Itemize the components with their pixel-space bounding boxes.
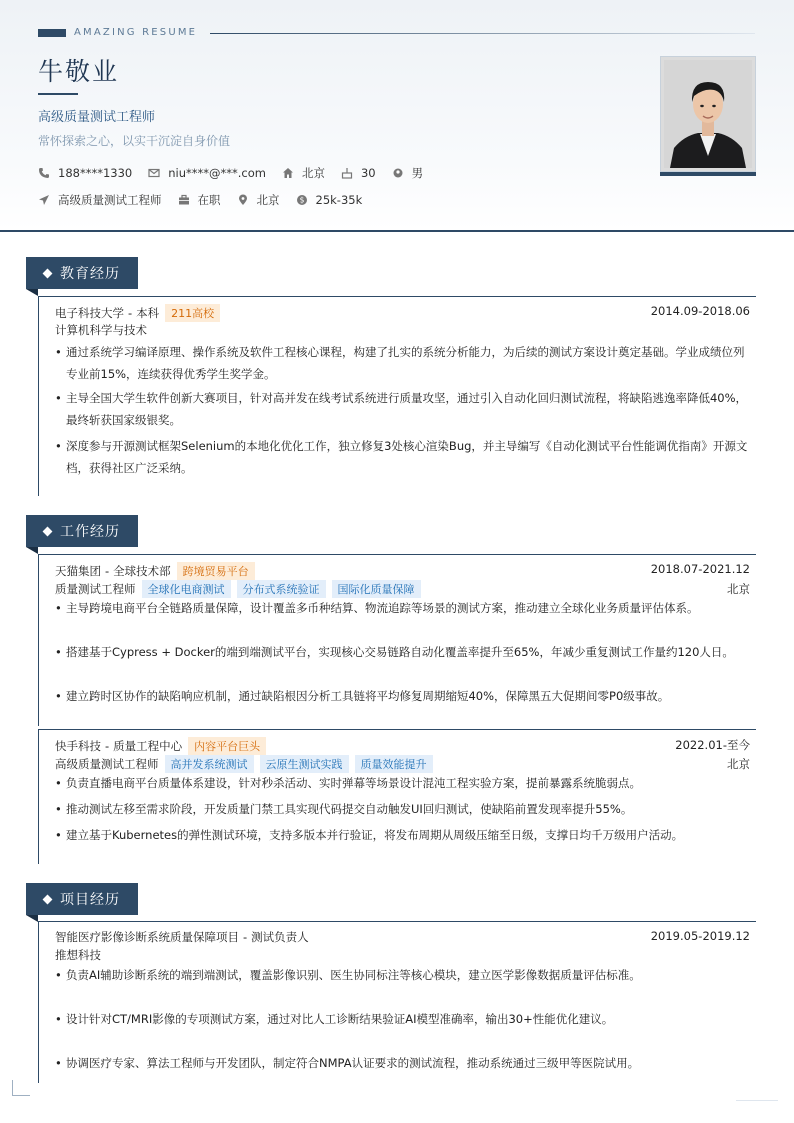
major: 计算机科学与技术	[55, 323, 147, 337]
page-corner-line	[736, 1100, 778, 1101]
project-entry	[38, 921, 756, 1083]
work-title-line	[55, 737, 266, 755]
separator: -	[128, 306, 133, 320]
list-item: • 主导跨境电商平台全链路质量保障，设计覆盖多币种结算、物流追踪等场景的测试方案，推动建立全球化业务质量评估体系。	[55, 597, 749, 619]
cake-icon	[341, 167, 353, 179]
department: 全球技术部	[113, 564, 171, 578]
school-tag: 211高校	[165, 304, 220, 322]
diamond-icon	[43, 526, 53, 536]
work-location: 北京	[727, 757, 750, 771]
work-title-line	[55, 562, 255, 580]
salary-icon	[296, 194, 308, 206]
list-item: • 深度参与开源测试框架Selenium的本地化优化工作，独立修复3处核心渲染Bug，并主导编写《自动化测试平台性能调优指南》开源文档，获得社区广泛采纳。	[55, 435, 749, 479]
name-underline	[38, 93, 78, 95]
tagline-divider	[210, 33, 755, 34]
project-date: 2019.05-2019.12	[650, 929, 750, 943]
job-status-text: 在职	[197, 193, 221, 207]
salary-text: 25k-35k	[315, 193, 363, 207]
company-name: 快手科技	[55, 739, 101, 753]
section-title: 项目经历	[60, 892, 120, 908]
skill-tag: 国际化质量保障	[332, 580, 421, 598]
job-role: 质量测试工程师	[55, 582, 136, 596]
section-title: 教育经历	[60, 266, 120, 282]
department: 质量工程中心	[113, 739, 183, 753]
section-header-education	[26, 257, 138, 289]
project-name: 智能医疗影像诊断系统质量保障项目	[55, 930, 239, 944]
age-text: 30	[360, 166, 376, 180]
svg-text:$: $	[299, 195, 304, 205]
list-item: • 负责AI辅助诊断系统的端到端测试，覆盖影像识别、医生协同标注等核心模块，建立医学影像数据质量评估标准。	[55, 964, 749, 986]
phone-icon	[38, 167, 50, 179]
gender-item	[392, 165, 424, 181]
work-location: 北京	[727, 582, 750, 596]
list-item: • 主导全国大学生软件创新大赛项目，针对高并发在线考试系统进行质量攻坚，通过引入自动化回归测试流程，将缺陷逃逸率降低40%，最终斩获国家级银奖。	[55, 387, 749, 431]
job-role: 高级质量测试工程师	[55, 757, 159, 771]
location-pin-icon	[237, 194, 249, 206]
project-title-line	[55, 929, 309, 945]
target-position-item	[38, 192, 162, 208]
target-city-text: 北京	[256, 193, 280, 207]
avatar	[664, 60, 752, 168]
phone-item	[38, 166, 132, 180]
skill-tag: 全球化电商测试	[142, 580, 231, 598]
work-date: 2022.01-至今	[675, 738, 750, 752]
work-entry	[38, 729, 756, 864]
target-position-text: 高级质量测试工程师	[58, 193, 162, 207]
age-item	[341, 166, 376, 180]
company-tag: 内容平台巨头	[188, 737, 266, 755]
list-item: • 协调医疗专家、算法工程师与开发团队，制定符合NMPA认证要求的测试流程，推动系统通过三级甲等医院试用。	[55, 1052, 749, 1074]
portrait-image	[664, 60, 752, 168]
project-role: 测试负责人	[251, 930, 309, 944]
education-entry	[38, 296, 756, 496]
diamond-icon	[43, 894, 53, 904]
skill-tag: 质量效能提升	[355, 755, 433, 773]
contact-info-row	[38, 165, 439, 181]
section-title: 工作经历	[60, 524, 120, 540]
list-item: • 搭建基于Cypress + Docker的端到端测试平台，实现核心交易链路自动化覆盖率提升至65%，年减少重复测试工作量约120人日。	[55, 641, 749, 663]
skill-tag: 云原生测试实践	[260, 755, 349, 773]
work-date: 2018.07-2021.12	[650, 562, 750, 576]
job-intent-row	[38, 192, 378, 208]
company-name: 天猫集团	[55, 564, 101, 578]
project-company: 推想科技	[55, 948, 101, 962]
email-item	[148, 166, 266, 180]
briefcase-icon	[178, 194, 190, 206]
list-item: • 建立基于Kubernetes的弹性测试环境，支持多版本并行验证，将发布周期从周级压缩至日级，支撑日均千万级用户活动。	[55, 824, 749, 846]
email-text: niu****@***.com	[168, 166, 266, 180]
separator: -	[105, 739, 110, 753]
list-item: • 负责直播电商平台质量体系建设，针对秒杀活动、实时弹幕等场景设计混沌工程实验方案，提前暴露系统脆弱点。	[55, 772, 749, 794]
section-header-work	[26, 515, 138, 547]
gender-text: 男	[411, 166, 424, 180]
hometown-item	[282, 165, 325, 181]
education-date: 2014.09-2018.06	[650, 304, 750, 318]
gender-icon	[392, 167, 404, 179]
company-tag: 跨境贸易平台	[177, 562, 255, 580]
work-entry	[38, 554, 756, 726]
work-role-line	[55, 580, 421, 598]
candidate-motto: 常怀探索之心，以实干沉淀自身价值	[38, 134, 231, 148]
education-title-line	[55, 304, 220, 322]
separator: -	[243, 930, 248, 944]
tagline: AMAZING RESUME	[74, 27, 198, 38]
photo-accent-bar	[660, 172, 756, 176]
page-corner-mark	[12, 1080, 30, 1096]
target-city-item	[237, 192, 280, 208]
profile-photo	[660, 56, 756, 172]
school-name: 电子科技大学	[55, 306, 124, 320]
skill-tag: 高并发系统测试	[165, 755, 254, 773]
salary-item	[296, 193, 363, 207]
list-item: • 通过系统学习编译原理、操作系统及软件工程核心课程，构建了扎实的系统分析能力，为后续的测试方案设计奠定基础。学业成绩位列专业前15%，连续获得优秀学生奖学金。	[55, 341, 749, 385]
send-icon	[38, 194, 50, 206]
degree: 本科	[136, 306, 160, 320]
tagline-bar	[38, 29, 66, 37]
resume-header	[0, 0, 794, 232]
diamond-icon	[43, 268, 53, 278]
home-icon	[282, 167, 294, 179]
hometown-text: 北京	[301, 166, 325, 180]
candidate-name: 牛敬业	[38, 57, 120, 86]
job-status-item	[178, 192, 221, 208]
work-role-line	[55, 755, 433, 773]
candidate-position: 高级质量测试工程师	[38, 110, 156, 125]
section-header-project	[26, 883, 138, 915]
list-item: • 设计针对CT/MRI影像的专项测试方案，通过对比人工诊断结果验证AI模型准确率，输出30+性能优化建议。	[55, 1008, 749, 1030]
skill-tag: 分布式系统验证	[237, 580, 326, 598]
mail-icon	[148, 167, 160, 179]
list-item: • 建立跨时区协作的缺陷响应机制，通过缺陷根因分析工具链将平均修复周期缩短40%，保障黑五大促期间零P0级事故。	[55, 685, 749, 707]
separator: -	[105, 564, 110, 578]
phone-text: 188****1330	[58, 166, 133, 180]
list-item: • 推动测试左移至需求阶段，开发质量门禁工具实现代码提交自动触发UI回归测试，使缺陷前置发现率提升55%。	[55, 798, 749, 820]
